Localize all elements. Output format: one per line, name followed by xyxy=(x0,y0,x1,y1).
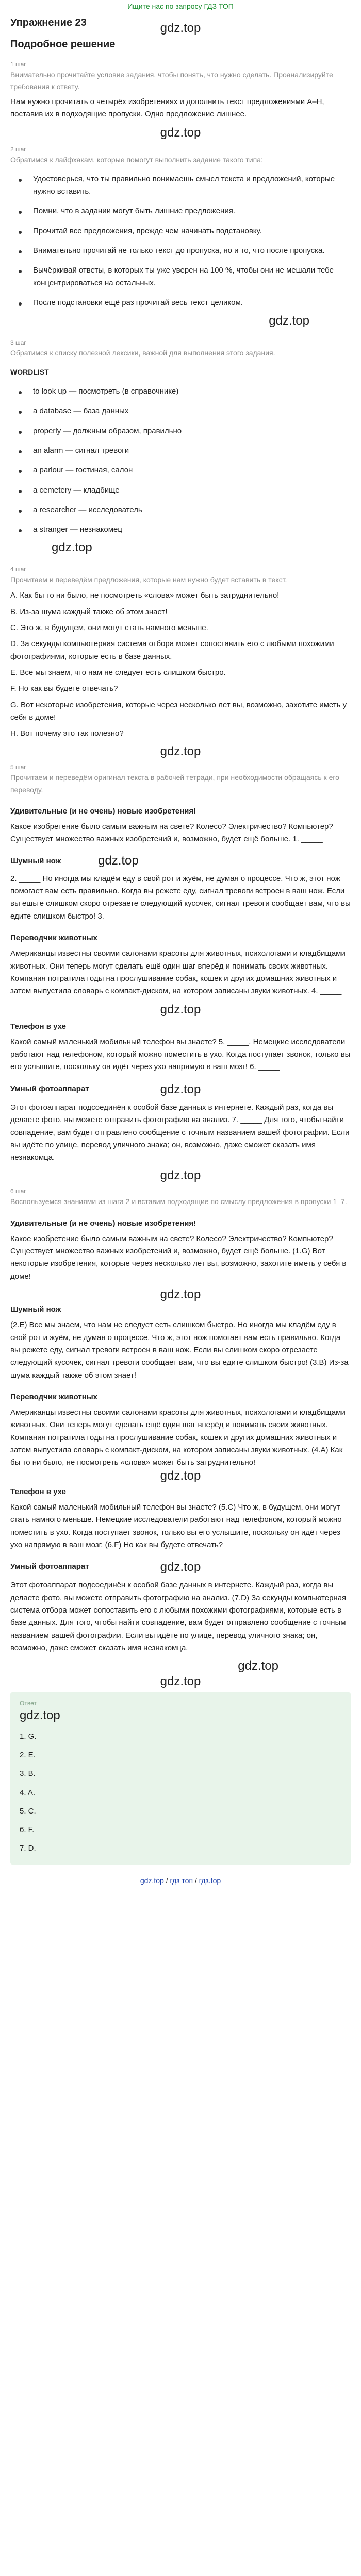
list-item: Прочитай все предложения, прежде чем начинать подстановку. xyxy=(10,225,351,238)
sentence-item: A. Как бы то ни было, не посмотреть «слова» может быть затруднительно! xyxy=(10,591,280,600)
section-text: Какое изобретение было самым важным на свете? Колесо? Электричество? Компьютер? Существует множество важных изобретений и, возможно, будет ещё больше. (1.G) Вот некоторые изобретения, которые через несколько лет вы, возможно, захотите иметь у себя в доме! xyxy=(10,1234,347,1281)
sentences-list xyxy=(10,589,351,740)
answer-item: 7. D. xyxy=(20,1844,36,1853)
section-title: Телефон в ухе xyxy=(10,1022,66,1031)
step-4-hint: Прочитаем и переведём предложения, которые нам нужно будет вставить в текст. xyxy=(10,575,287,584)
word-item: to look up — посмотреть (в справочнике) xyxy=(10,385,351,398)
watermark: gdz.top xyxy=(160,125,201,140)
wordlist-title: WORDLIST xyxy=(10,368,49,377)
watermark: gdz.top xyxy=(160,1082,201,1096)
step-3-label: 3 шаг xyxy=(10,339,26,347)
section-text: Какой самый маленький мобильный телефон вы знаете? 5. _____. Немецкие исследователи работают над телефоном, который можно поместить в ухо. Когда поступает звонок, только вы его услышите, поскольку он идёт через ухо напрямую в ваш мозг! 6. _____ xyxy=(10,1037,351,1072)
sentence-item: C. Это ж, в будущем, они могут стать намного меньше. xyxy=(10,623,208,633)
section-title: Умный фотоаппарат xyxy=(10,1562,89,1571)
answer-item: 3. B. xyxy=(20,1769,36,1778)
step-4-label: 4 шаг xyxy=(10,566,26,573)
section-text: Какое изобретение было самым важным на свете? Колесо? Электричество? Компьютер? Существует множество важных изобретений и, возможно, будет ещё больше. 1. _____ xyxy=(10,822,333,844)
section-text: Американцы известны своими салонами красоты для животных, психологами и кладбищами животных. Они теперь могут сделать ещё один шаг вперёд и понимать своих животных. Компания потратила годы на прослушивание собак, кошек и других домашних животных и затем выпустила словарь с компакт-диском, на котором записаны звуки животных. (4.A) Как бы то ни было, не посмотреть «слова» может быть затруднительно! xyxy=(10,1408,346,1467)
step-1-label: 1 шаг xyxy=(10,61,26,68)
section-title: Шумный нож xyxy=(10,856,61,866)
step-6-label: 6 шаг xyxy=(10,1188,26,1195)
sentence-item: E. Все мы знаем, что нам не следует есть слишком быстро. xyxy=(10,668,226,677)
wordlist xyxy=(10,385,351,536)
top-search-link-text[interactable]: Ищите нас по запросу ГДЗ ТОП xyxy=(127,2,234,10)
watermark: gdz.top xyxy=(160,1560,201,1574)
word-item: a cemetery — кладбище xyxy=(10,484,351,497)
section-title: Телефон в ухе xyxy=(10,1487,66,1496)
word-item: a stranger — незнакомец xyxy=(10,523,351,536)
footer-link[interactable]: gdz.top xyxy=(140,1876,164,1885)
step-2-label: 2 шаг xyxy=(10,145,26,153)
section-title: Удивительные (и не очень) новые изобретения! xyxy=(10,1218,196,1228)
list-item: Удостоверься, что ты правильно понимаешь смысл текста и предложений, которые нужно вставить. xyxy=(10,173,351,198)
answer-item: 2. E. xyxy=(20,1750,36,1759)
answer-label: Ответ xyxy=(20,1700,37,1707)
sentence-item: H. Вот почему это так полезно? xyxy=(10,729,124,738)
step-5-label: 5 шаг xyxy=(10,764,26,771)
watermark: gdz.top xyxy=(160,1287,201,1302)
word-item: properly — должным образом, правильно xyxy=(10,425,351,437)
watermark: gdz.top xyxy=(52,540,92,555)
watermark: gdz.top xyxy=(160,1468,201,1483)
top-search-link[interactable] xyxy=(10,0,351,11)
solution-title: Подробное решение xyxy=(10,39,116,50)
step-6-hint: Воспользуемся знаниями из шага 2 и вставим подходящие по смыслу предложения в пропуски 1–7. xyxy=(10,1197,347,1206)
answer-item: 1. G. xyxy=(20,1732,37,1741)
section-title: Удивительные (и не очень) новые изобретения! xyxy=(10,806,196,816)
list-item: После подстановки ещё раз прочитай весь текст целиком. xyxy=(10,297,351,309)
step-2-hint: Обратимся к лайфхакам, которые помогут выполнить задание такого типа: xyxy=(10,155,263,164)
sentence-item: F. Но как вы будете отвечать? xyxy=(10,684,118,693)
watermark: gdz.top xyxy=(160,21,201,35)
answer-item: 4. A. xyxy=(20,1788,36,1797)
sentence-item: G. Вот некоторые изобретения, которые через несколько лет вы, возможно, захотите иметь у себя в доме! xyxy=(10,700,347,722)
step-5-hint: Прочитаем и переведём оригинал текста в рабочей тетради, при необходимости обращаясь к его переводу. xyxy=(10,773,339,794)
footer-link[interactable]: гдз.top xyxy=(199,1876,221,1885)
answer-box xyxy=(10,1692,351,1865)
watermark: gdz.top xyxy=(160,1168,201,1183)
section-title: Переводчик животных xyxy=(10,1392,97,1401)
section-text: (2.E) Все мы знаем, что нам не следует есть слишком быстро. Но иногда мы кладём еду в свой рот и жуём, не думая о процессе. Что ж, этот нож помогает вам есть правильно. Когда вы режете еду, сигнал тревоги встроен в ваш нож. Если вы слишком скоро отрезаете следующий кусочек, сигнал тревоги сообщает вам, что вы едите слишком быстро! (3.B) Из-за шума каждый также об этом знает! xyxy=(10,1320,349,1380)
sentence-item: D. За секунды компьютерная система отбора может сопоставить его с любыми похожими фотографиями, которые есть в базе данных. xyxy=(10,639,334,661)
step-1-text: Нам нужно прочитать о четырёх изобретениях и дополнить текст предложениями A–H, поставив их в подходящие пропуски. Одно предложение лишнее. xyxy=(10,97,324,119)
word-item: an alarm — сигнал тревоги xyxy=(10,445,351,457)
answer-item: 6. F. xyxy=(20,1825,35,1835)
footer-link[interactable]: гдз топ xyxy=(170,1876,193,1885)
exercise-title: Упражнение 23 xyxy=(10,17,87,28)
watermark: gdz.top xyxy=(160,1002,201,1016)
section-title: Умный фотоаппарат xyxy=(10,1084,89,1093)
step-3-hint: Обратимся к списку полезной лексики, важной для выполнения этого задания. xyxy=(10,349,275,358)
answer-item: 5. C. xyxy=(20,1806,36,1816)
section-text: 2. _____ Но иногда мы кладём еду в свой рот и жуём, не думая о процессе. Что ж, этот нож помогает вам есть правильно. Когда вы режете еду, сигнал тревоги встроен в ваш нож. Если вы ешьте слишком скоро отрезаете следующий кусочек, сигнал тревоги сообщает вам, что вы едите слишком быстро! 3. _____ xyxy=(10,874,351,921)
footer-separator: / xyxy=(166,1876,170,1885)
section-text: Этот фотоаппарат подсоединён к особой базе данных в интернете. Каждый раз, когда вы делаете фото, вы можете отправить фотографию на анализ. (7.D) За секунды компьютерная система отбора может сопоставить его с любыми похожими фотографиями, которые есть в базе данных. Для того, чтобы найти совпадение, вам будет отправлено сообщение с точным названием вашей фотографии. Если вы идёте по улице, перевод уличного знака; он, возможно, даже сможет сказать имя незнакомца. xyxy=(10,1581,347,1652)
step-1-hint: Внимательно прочитайте условие задания, чтобы понять, что нужно сделать. Проанализируйте требования к ответу. xyxy=(10,71,333,91)
word-item: a database — база данных xyxy=(10,405,351,417)
word-item: a researcher — исследователь xyxy=(10,504,351,516)
footer-separator: / xyxy=(194,1876,199,1885)
section-text: Какой самый маленький мобильный телефон вы знаете? (5.C) Что ж, в будущем, они могут стать намного меньше. Немецкие исследователи работают над телефоном, который можно поместить в ухо. Когда поступает звонок, только вы его услышите, поскольку он идёт через ухо напрямую в ваш мозг. (6.F) Но как вы будете отвечать? xyxy=(10,1502,342,1549)
section-title: Переводчик животных xyxy=(10,934,97,943)
lifehack-list xyxy=(10,173,351,309)
list-item: Вычёркивай ответы, в которых ты уже уверен на 100 %, чтобы они не мешали тебе концентрироваться на остальных. xyxy=(10,264,351,290)
watermark: gdz.top xyxy=(98,853,139,868)
watermark: gdz.top xyxy=(160,1674,201,1689)
section-title: Шумный нож xyxy=(10,1305,61,1314)
section-text: Американцы известны своими салонами красоты для животных, психологами и кладбищами животных. Они теперь могут сделать ещё один шаг вперёд и понимать своих животных. Компания потратила годы на прослушивание собак, кошек и других домашних животных и затем выпустила словарь с компакт-диском, на котором записаны звуки животных. 4. _____ xyxy=(10,949,346,996)
word-item: a parlour — гостиная, салон xyxy=(10,464,351,477)
footer-links xyxy=(10,1875,351,1887)
sentence-item: B. Из-за шума каждый также об этом знает! xyxy=(10,607,168,616)
section-text: Этот фотоаппарат подсоединён к особой базе данных в интернете. Каждый раз, когда вы делаете фото, вы можете отправить фотографию на анализ. 7. _____ Для того, чтобы найти совпадение, вам будет отправлено сообщение с точным названием вашей фотографии. Если вы идёте по улице, перевод уличного знака; он, возможно, даже сможет сказать имя незнакомца. xyxy=(10,1103,350,1162)
watermark: gdz.top xyxy=(160,744,201,759)
watermark: gdz.top xyxy=(238,1659,278,1673)
list-item: Помни, что в задании могут быть лишние предложения. xyxy=(10,205,351,217)
watermark: gdz.top xyxy=(269,314,309,328)
list-item: Внимательно прочитай не только текст до пропуска, но и то, что после пропуска. xyxy=(10,245,351,257)
watermark: gdz.top xyxy=(20,1708,60,1722)
